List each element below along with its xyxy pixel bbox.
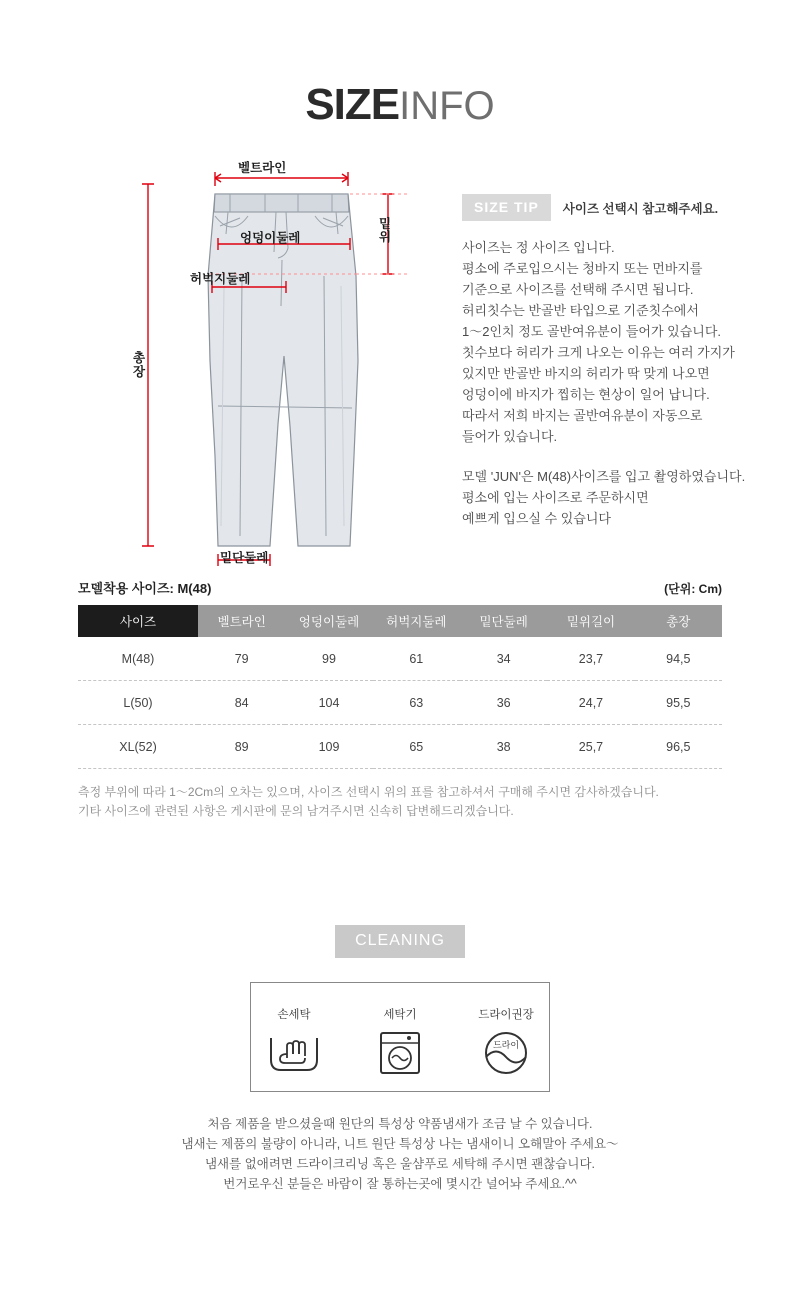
cleaning-note-line: 번거로우신 분들은 바람이 잘 통하는곳에 몇시간 널어놔 주세요.^^ (223, 1177, 577, 1191)
label-bottom-hem: 밑단둘레 (220, 551, 269, 565)
size-tip-badge: SIZE TIP (462, 194, 551, 221)
table-cell: 61 (373, 637, 460, 681)
pants-illustration (120, 156, 450, 576)
table-header-row (78, 605, 722, 637)
table-cell: 34 (460, 637, 547, 681)
table-unit: (단위: Cm) (664, 582, 722, 596)
page-title-light: INFO (399, 84, 495, 128)
table-cell: XL(52) (78, 725, 198, 769)
table-row (78, 681, 722, 725)
table-notes (78, 783, 722, 821)
table-note-line: 측정 부위에 따라 1〜2Cm의 오차는 있으며, 사이즈 선택시 위의 표를 참고하셔서 구매해 주시면 감사하겠습니다. (78, 785, 659, 799)
table-header-cell: 사이즈 (78, 605, 198, 637)
table-header-cell: 총장 (635, 605, 722, 637)
table-cell: 109 (285, 725, 372, 769)
table-cell: M(48) (78, 637, 198, 681)
size-tip-body (462, 237, 772, 529)
table-caption-row (78, 578, 722, 597)
tip-line: 예쁘게 입으실 수 있습니다 (462, 511, 611, 526)
care-label: 손세탁 (277, 1009, 311, 1021)
tip-line: 허리칫수는 반골반 타입으로 기준칫수에서 (462, 303, 699, 318)
tip-line: 평소에 주로입으시는 청바지 또는 먼바지를 (462, 261, 703, 276)
table-header-cell: 벨트라인 (198, 605, 285, 637)
page-title-bold: SIZE (305, 80, 400, 129)
tip-line: 사이즈는 정 사이즈 입니다. (462, 240, 615, 255)
table-header-cell: 밑단둘레 (460, 605, 547, 637)
table-cell: L(50) (78, 681, 198, 725)
tip-line: 기준으로 사이즈를 선택해 주시면 됩니다. (462, 282, 694, 297)
table-cell: 99 (285, 637, 372, 681)
size-diagram-section (0, 156, 800, 576)
table-cell: 65 (373, 725, 460, 769)
cleaning-note-line: 냄새는 제품의 불량이 아니라, 니트 원단 특성상 나는 냄새이니 오해말아 주세요〜 (181, 1137, 619, 1151)
tip-line: 들어가 있습니다. (462, 429, 558, 444)
table-note-line: 기타 사이즈에 관련된 사항은 게시판에 문의 남겨주시면 신속히 답변해드리겠습니다. (78, 804, 514, 818)
label-thigh: 허벅지둘레 (190, 272, 251, 286)
size-tip-panel (462, 194, 772, 529)
care-label: 드라이권장 (478, 1009, 534, 1021)
label-hip: 엉덩이둘레 (240, 231, 301, 245)
dry-clean-icon-text: 드라이 (492, 1040, 520, 1050)
tip-line: 칫수보다 허리가 크게 나오는 이유는 여러 가지가 (462, 345, 735, 360)
care-item-hand-wash (252, 1006, 336, 1078)
table-cell: 36 (460, 681, 547, 725)
tip-line: 엉덩이에 바지가 찝히는 현상이 일어 납니다. (462, 387, 710, 402)
table-row (78, 637, 722, 681)
care-symbols-box (250, 982, 550, 1092)
cleaning-badge: CLEANING (335, 925, 465, 958)
label-belt-line: 벨트라인 (238, 161, 287, 175)
dry-clean-icon (464, 1028, 548, 1078)
table-header-cell: 허벅지둘레 (373, 605, 460, 637)
table-row (78, 725, 722, 769)
tip-line: 따라서 저희 바지는 골반여유분이 자동으로 (462, 408, 703, 423)
pants-diagram (120, 156, 450, 576)
table-cell: 79 (198, 637, 285, 681)
label-total-length: 총장 (132, 351, 146, 379)
paragraph-spacer (462, 447, 772, 466)
table-cell: 95,5 (635, 681, 722, 725)
size-tip-header (462, 194, 772, 221)
table-cell: 84 (198, 681, 285, 725)
washing-machine-icon (358, 1028, 442, 1078)
hand-wash-icon (252, 1028, 336, 1078)
label-rise: 밑위 (378, 217, 392, 244)
table-caption: 모델착용 사이즈: M(48) (78, 581, 212, 596)
page-title (0, 0, 800, 130)
size-table-body (78, 637, 722, 769)
cleaning-notes (0, 1114, 800, 1194)
table-cell: 23,7 (547, 637, 634, 681)
table-header-cell: 엉덩이둘레 (285, 605, 372, 637)
size-table-head (78, 605, 722, 637)
cleaning-section (0, 925, 800, 1194)
table-cell: 38 (460, 725, 547, 769)
tip-line: 모델 'JUN'은 M(48)사이즈를 입고 촬영하였습니다. (462, 469, 746, 484)
table-cell: 94,5 (635, 637, 722, 681)
table-cell: 96,5 (635, 725, 722, 769)
care-label: 세탁기 (383, 1009, 417, 1021)
size-table-section (78, 578, 722, 821)
tip-line: 있지만 반골반 바지의 허리가 딱 맞게 나오면 (462, 366, 710, 381)
size-table (78, 605, 722, 769)
care-item-washing-machine (358, 1006, 442, 1078)
table-cell: 24,7 (547, 681, 634, 725)
cleaning-note-line: 처음 제품을 받으셨을때 원단의 특성상 약품냄새가 조금 날 수 있습니다. (207, 1117, 593, 1131)
cleaning-note-line: 냄새를 없애려면 드라이크리닝 혹은 울샴푸로 세탁해 주시면 괜찮습니다. (204, 1157, 596, 1171)
size-tip-headline: 사이즈 선택시 참고해주세요. (562, 201, 719, 216)
table-cell: 25,7 (547, 725, 634, 769)
tip-line: 평소에 입는 사이즈로 주문하시면 (462, 490, 649, 505)
tip-line: 1〜2인치 정도 골반여유분이 들어가 있습니다. (462, 324, 722, 339)
care-item-dry-clean (464, 1006, 548, 1078)
table-cell: 104 (285, 681, 372, 725)
table-cell: 63 (373, 681, 460, 725)
table-header-cell: 밑위길이 (547, 605, 634, 637)
table-cell: 89 (198, 725, 285, 769)
